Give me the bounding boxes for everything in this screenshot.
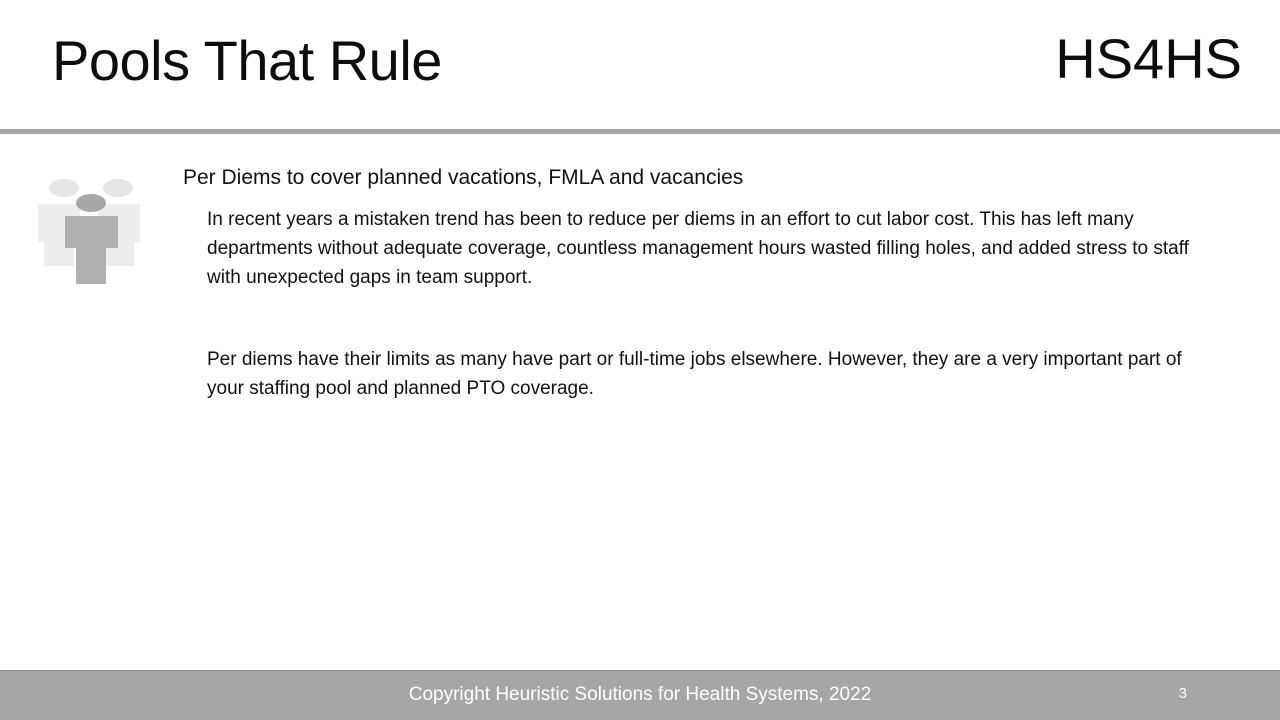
copyright-text: Copyright Heuristic Solutions for Health Systems, 2022	[408, 684, 872, 705]
body-paragraph: In recent years a mistaken trend has been to reduce per diems in an effort to cut labor cost. This has left many departments without adequate coverage, countless management hours wasted filling holes, and added stress to staff with unexpected gaps in team support.	[207, 209, 1189, 288]
brand-logo-text: HS4HS	[1055, 27, 1242, 90]
slide-title: Pools That Rule	[52, 29, 442, 92]
footer-bar	[0, 670, 1280, 720]
group-people-icon	[34, 176, 144, 286]
page-number: 3	[1178, 685, 1187, 702]
header-divider	[0, 129, 1280, 134]
section-heading: Per Diems to cover planned vacations, FMLA and vacancies	[183, 166, 744, 189]
body-paragraph: Per diems have their limits as many have part or full-time jobs elsewhere. However, they are a very important part of your staffing pool and planned PTO coverage.	[207, 349, 1182, 399]
